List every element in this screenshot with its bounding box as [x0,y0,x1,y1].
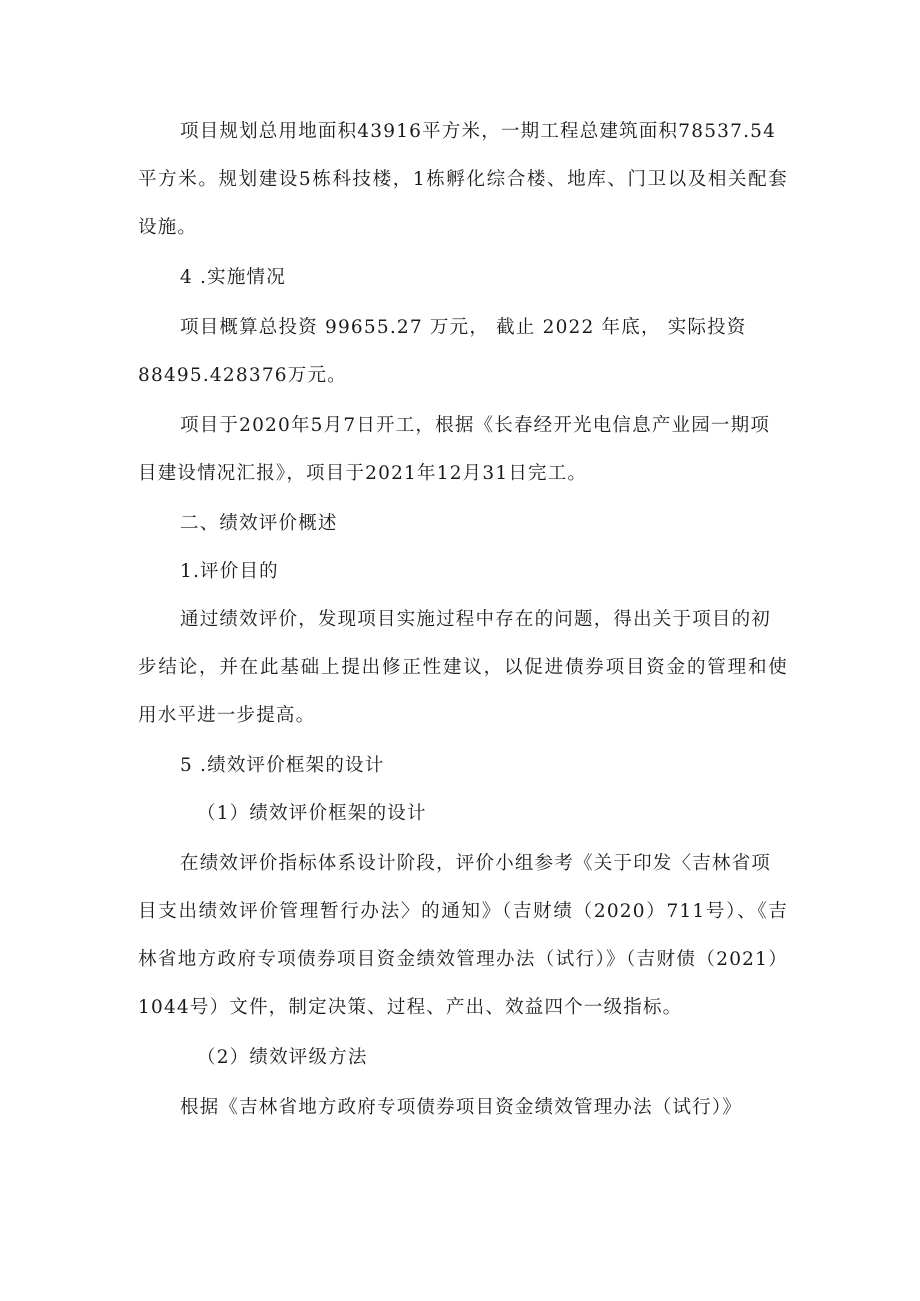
paragraph-line: 目建设情况汇报》，项目于2021年12月31日完工。 [138,463,588,484]
paragraph-line: 项目规划总用地面积43916平方米，一期工程总建筑面积78537.54 [180,121,777,142]
paragraph-line: 根据《吉林省地方政府专项债券项目资金绩效管理办法（试行）》 [180,1097,743,1118]
paragraph-line: 项目概算总投资 99655.27 万元， 截止 2022 年底， 实际投资 [180,317,747,338]
paragraph-line: 88495.428376万元。 [138,365,347,386]
paragraph-line: 林省地方政府专项债券项目资金绩效管理办法（试行）》（吉财债（2021） [138,949,788,970]
sub-heading: （2）绩效评级方法 [197,1047,368,1068]
sub-heading: 1.评价目的 [180,561,279,582]
paragraph-line: 步结论，并在此基础上提出修正性建议，以促进债券项目资金的管理和使 [138,657,788,678]
paragraph-line: 平方米。规划建设5栋科技楼，1栋孵化综合楼、地库、门卫以及相关配套 [138,169,788,190]
paragraph-line: 目支出绩效评价管理暂行办法〉的通知》（吉财绩（2020）711号）、《吉 [138,901,788,922]
sub-heading: （1）绩效评价框架的设计 [197,803,427,824]
section-heading: 4 .实施情况 [180,267,286,288]
paragraph-line: 通过绩效评价，发现项目实施过程中存在的问题，得出关于项目的初 [180,609,772,630]
sub-heading: 5 .绩效评价框架的设计 [180,755,385,776]
section-heading: 二、绩效评价概述 [180,513,338,534]
paragraph-line: 1044号）文件，制定决策、过程、产出、效益四个一级指标。 [138,997,683,1018]
paragraph-line: 项目于2020年5月7日开工，根据《长春经开光电信息产业园一期项 [180,415,771,436]
paragraph-line: 在绩效评价指标体系设计阶段，评价小组参考《关于印发〈吉林省项 [180,853,772,874]
paragraph-line: 用水平进一步提高。 [138,705,316,726]
paragraph-line: 设施。 [138,217,198,238]
